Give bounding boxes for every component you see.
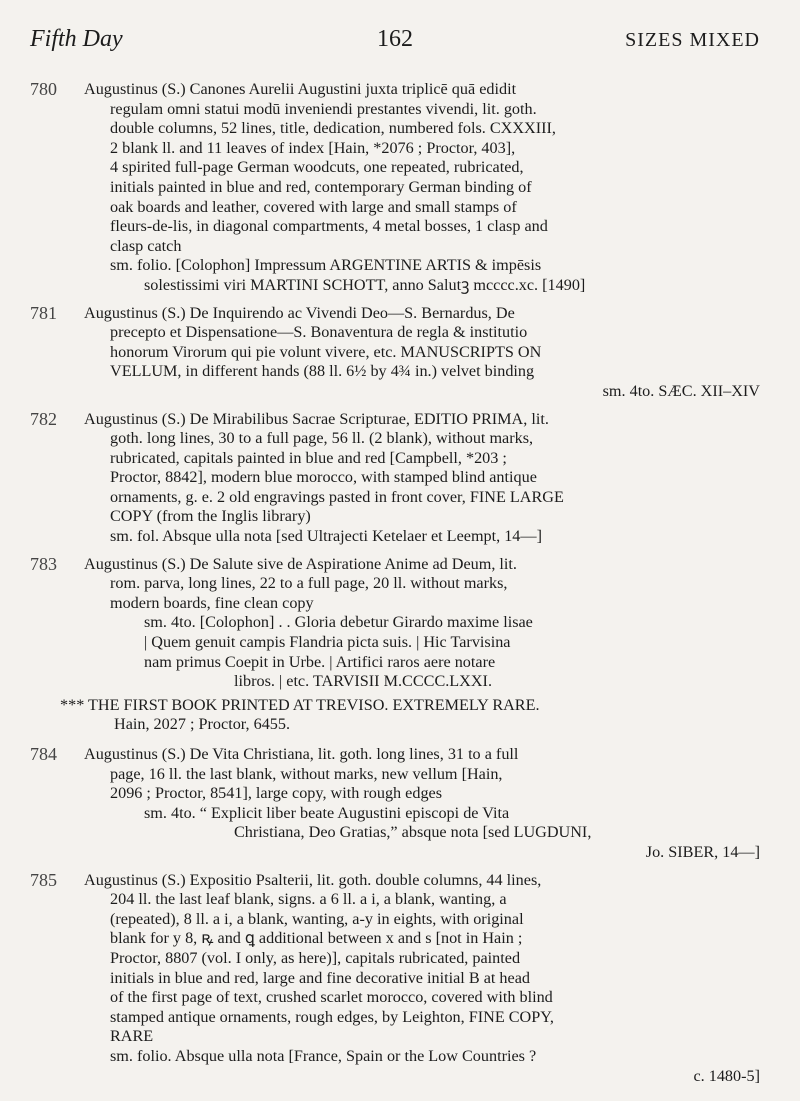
- entry-line: Jo. SIBER, 14—]: [645, 842, 760, 861]
- lot-entry: [30, 555, 760, 692]
- entry-line: libros. | etc. TARVISII M.CCCC.LXXI.: [234, 672, 492, 691]
- lot-number: 784: [30, 744, 57, 764]
- entry-line: ornaments, g. e. 2 old engravings pasted in front cover, FINE LARGE: [110, 487, 564, 506]
- catalogue-entries: [30, 80, 760, 1094]
- entry-line: Augustinus (S.) De Vita Christiana, lit. goth. long lines, 31 to a full: [84, 745, 519, 763]
- entry-line: 2096 ; Proctor, 8541], large copy, with rough edges: [110, 784, 443, 803]
- entry-line: oak boards and leather, covered with large and small stamps of: [110, 197, 517, 216]
- entry-line: rubricated, capitals painted in blue and red [Campbell, *203 ;: [110, 448, 507, 467]
- lot-entry: [30, 871, 760, 1087]
- page-header: [30, 26, 760, 60]
- entry-line: c. 1480-5]: [693, 1066, 760, 1085]
- entry-line: | Quem genuit campis Flandria picta suis. | Hic Tarvisina: [144, 633, 511, 652]
- entry-line: page, 16 ll. the last blank, without marks, new vellum [Hain,: [110, 764, 503, 783]
- lot-description: [84, 410, 760, 547]
- running-title: Fifth Day: [30, 26, 123, 52]
- entry-line: Proctor, 8842], modern blue morocco, with stamped blind antique: [110, 468, 537, 487]
- entry-line: honorum Virorum qui pie volunt vivere, etc. MANUSCRIPTS ON: [110, 342, 542, 361]
- entry-line: COPY (from the Inglis library): [110, 507, 311, 526]
- entry-line: Christiana, Deo Gratias,” absque nota [sed LUGDUNI,: [234, 823, 592, 842]
- entry-line: fleurs-de-lis, in diagonal compartments, 4 metal bosses, 1 clasp and: [110, 217, 548, 236]
- entry-line: Augustinus (S.) Canones Aurelii Augustini juxta triplicē quā edidit: [84, 80, 517, 98]
- entry-line: modern boards, fine clean copy: [110, 593, 314, 612]
- lot-entry: [30, 80, 760, 296]
- lot-description: [84, 80, 760, 296]
- entry-line: (repeated), 8 ll. a i, a blank, wanting, a-y in eights, with original: [110, 909, 524, 928]
- entry-line: solestissimi viri MARTINI SCHOTT, anno Salutꝫ mcccc.xc. [1490]: [144, 275, 586, 294]
- lot-number: 781: [30, 302, 57, 323]
- entry-line: of the first page of text, crushed scarlet morocco, covered with blind: [110, 988, 553, 1007]
- entry-line: RARE: [110, 1027, 154, 1046]
- entry-line: 2 blank ll. and 11 leaves of index [Hain, *2076 ; Proctor, 403],: [110, 138, 516, 157]
- entry-line: precepto et Dispensatione—S. Bonaventura de regla & institutio: [110, 323, 528, 342]
- entry-line: 4 spirited full-page German woodcuts, one repeated, rubricated,: [110, 158, 524, 177]
- entry-line: double columns, 52 lines, title, dedication, numbered fols. CXXXIII,: [110, 119, 556, 138]
- lot-entry: [30, 304, 760, 402]
- entry-line: rom. parva, long lines, 22 to a full page, 20 ll. without marks,: [110, 574, 508, 593]
- entry-line: sm. fol. Absque ulla nota [sed Ultrajecti Ketelaer et Leempt, 14—]: [110, 527, 542, 546]
- lot-description: [84, 871, 760, 1087]
- lot-description: [84, 555, 760, 692]
- entry-line: regulam omni statui modū inveniendi prestantes vivendi, lit. goth.: [110, 99, 537, 118]
- entry-line: Augustinus (S.) De Mirabilibus Sacrae Scripturae, EDITIO PRIMA, lit.: [84, 409, 549, 428]
- note-line: Hain, 2027 ; Proctor, 6455.: [114, 715, 291, 734]
- entry-line: 204 ll. the last leaf blank, signs. a 6 ll. a i, a blank, wanting, a: [110, 890, 507, 909]
- entry-line: goth. long lines, 30 to a full page, 56 ll. (2 blank), without marks,: [110, 429, 534, 448]
- lot-entry: [30, 745, 760, 863]
- entry-line: VELLUM, in different hands (88 ll. 6½ by 4¾ in.) velvet binding: [110, 362, 535, 381]
- entry-line: sm. folio. [Colophon] Impressum ARGENTINE ARTIS & impēsis: [110, 256, 542, 275]
- entry-line: sm. 4to. SÆC. XII–XIV: [602, 381, 760, 400]
- entry-line: nam primus Coepit in Urbe. | Artifici raros aere notare: [144, 652, 496, 671]
- entry-line: Augustinus (S.) De Salute sive de Aspiratione Anime ad Deum, lit.: [84, 554, 517, 573]
- entry-line: Augustinus (S.) De Inquirendo ac Vivendi Deo—S. Bernardus, De: [84, 303, 515, 322]
- entry-line: clasp catch: [110, 236, 182, 255]
- lot-number: 783: [30, 553, 57, 574]
- note-line: *** THE FIRST BOOK PRINTED AT TREVISO. EXTREMELY RARE.: [60, 695, 540, 714]
- entry-line: sm. 4to. “ Explicit liber beate Augustini episcopi de Vita: [144, 803, 510, 822]
- entry-line: stamped antique ornaments, rough edges, by Leighton, FINE COPY,: [110, 1007, 554, 1026]
- entry-line: sm. folio. Absque ulla nota [France, Spain or the Low Countries ?: [110, 1046, 537, 1065]
- lot-description: [84, 304, 760, 402]
- lot-description: [84, 745, 760, 863]
- entry-line: initials in blue and red, large and fine decorative initial B at head: [110, 968, 530, 987]
- lot-note: [30, 696, 760, 735]
- entry-line: initials painted in blue and red, contemporary German binding of: [110, 177, 532, 196]
- lot-number: 782: [30, 408, 57, 429]
- page-number: 162: [377, 26, 413, 52]
- entry-line: Proctor, 8807 (vol. I only, as here)], capitals rubricated, painted: [110, 948, 521, 967]
- lot-number: 780: [30, 79, 57, 99]
- lot-entry: [30, 410, 760, 547]
- entry-line: Augustinus (S.) Expositio Psalterii, lit. goth. double columns, 44 lines,: [84, 870, 542, 889]
- entry-line: sm. 4to. [Colophon] . . Gloria debetur Girardo maxime lisae: [144, 613, 533, 632]
- entry-line: blank for y 8, ꝶ and ꝗ additional between x and s [not in Hain ;: [110, 929, 523, 948]
- lot-number: 785: [30, 869, 57, 890]
- section-title: SIZES MIXED: [625, 29, 760, 51]
